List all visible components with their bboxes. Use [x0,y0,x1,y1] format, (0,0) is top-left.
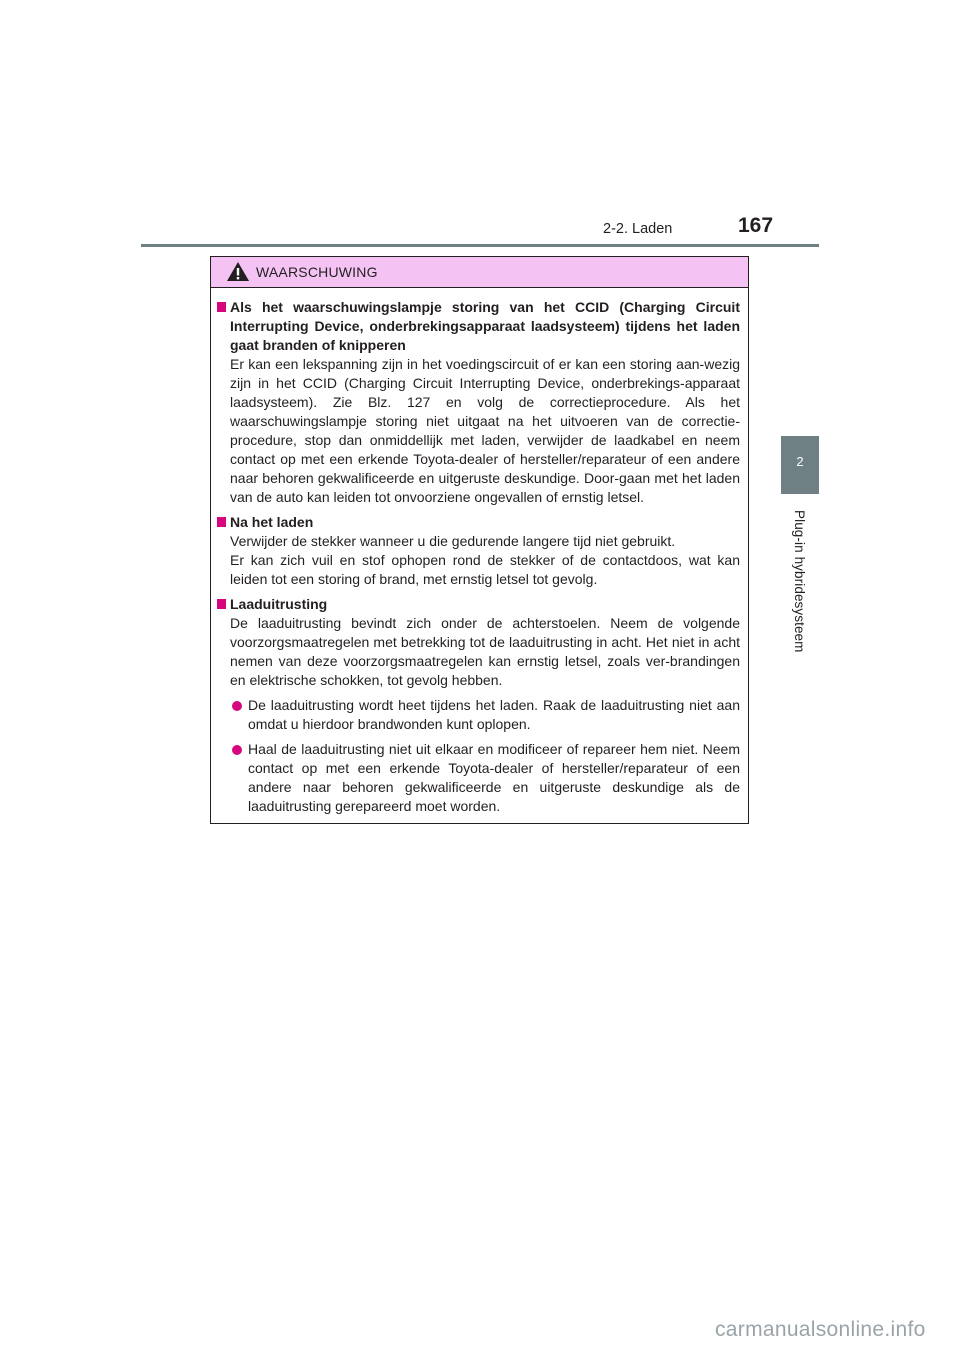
item-paragraph: De laaduitrusting bevindt zich onder de achterstoelen. Neem de volgende voorzorgsmaatregelen met betrekking tot de laaduitrusting in acht. Het niet in acht nemen van deze voorzorgsmaatregelen kan ernstig letsel, zoals ver-brandingen en elektrische schokken, tot gevolg hebben. [230,615,740,688]
section-title: 2-2. Laden [603,221,673,237]
watermark: carmanualsonline.info [715,1318,926,1341]
chapter-tab-label: Plug-in hybridesysteem [792,510,807,653]
warning-item-after-charging [217,513,740,589]
item-heading: Na het laden [217,513,740,532]
warning-body [211,288,748,816]
warning-triangle-icon [226,261,250,282]
item-heading: Als het waarschuwingslampje storing van het CCID (Charging Circuit Interrupting Device, onderbrekingsapparaat laadsysteem) tijdens het laden gaat branden of knipperen [217,298,740,355]
item-heading: Laaduitrusting [217,595,740,614]
list-item: Haal de laaduitrusting niet uit elkaar en modificeer of repareer hem niet. Neem contact op met een erkende Toyota-dealer of hersteller/reparateur of een andere naar behoren gekwalificeerde en uitgeruste deskundige als de laaduitrusting gerepareerd moet worden. [217,740,740,816]
square-bullet-icon [217,517,226,527]
chapter-tab-number: 2 [796,454,804,469]
round-bullet-icon [232,745,242,755]
warning-box [210,256,749,824]
square-bullet-icon [217,302,226,312]
warning-header [211,257,748,288]
warning-item-charging-equipment [217,595,740,816]
round-bullet-icon [232,701,242,711]
header-divider [141,244,819,247]
square-bullet-icon [217,599,226,609]
item-paragraph: Er kan een lekspanning zijn in het voedingscircuit of er kan een storing aan-wezig zijn in het CCID (Charging Circuit Interrupting Device, onderbrekings-apparaat laadsysteem). Zie Blz. 127 en volg de correctieprocedure. Als het waarschuwingslampje storing niet uitgaat na het uitvoeren van de correctie-procedure, stop dan onmiddellijk met laden, verwijder de laadkabel en neem contact op met een erkende Toyota-dealer of hersteller/reparateur of een andere naar behoren gekwalificeerde en uitgeruste deskundige. Door-gaan met het laden van de auto kan leiden tot onvoorziene ongevallen of ernstig letsel. [230,356,740,505]
item-paragraph: Er kan zich vuil en stof ophopen rond de stekker of de contactdoos, wat kan leiden tot een storing of brand, met ernstig letsel tot gevolg. [230,552,740,587]
list-item: De laaduitrusting wordt heet tijdens het laden. Raak de laaduitrusting niet aan omdat u hierdoor brandwonden kunt oplopen. [217,696,740,734]
warning-title: WAARSCHUWING [256,264,378,280]
page-number: 167 [738,214,774,237]
warning-item-ccid [217,298,740,507]
chapter-tab [781,436,819,494]
item-paragraph: Verwijder de stekker wanneer u die gedurende langere tijd niet gebruikt. [230,533,676,549]
